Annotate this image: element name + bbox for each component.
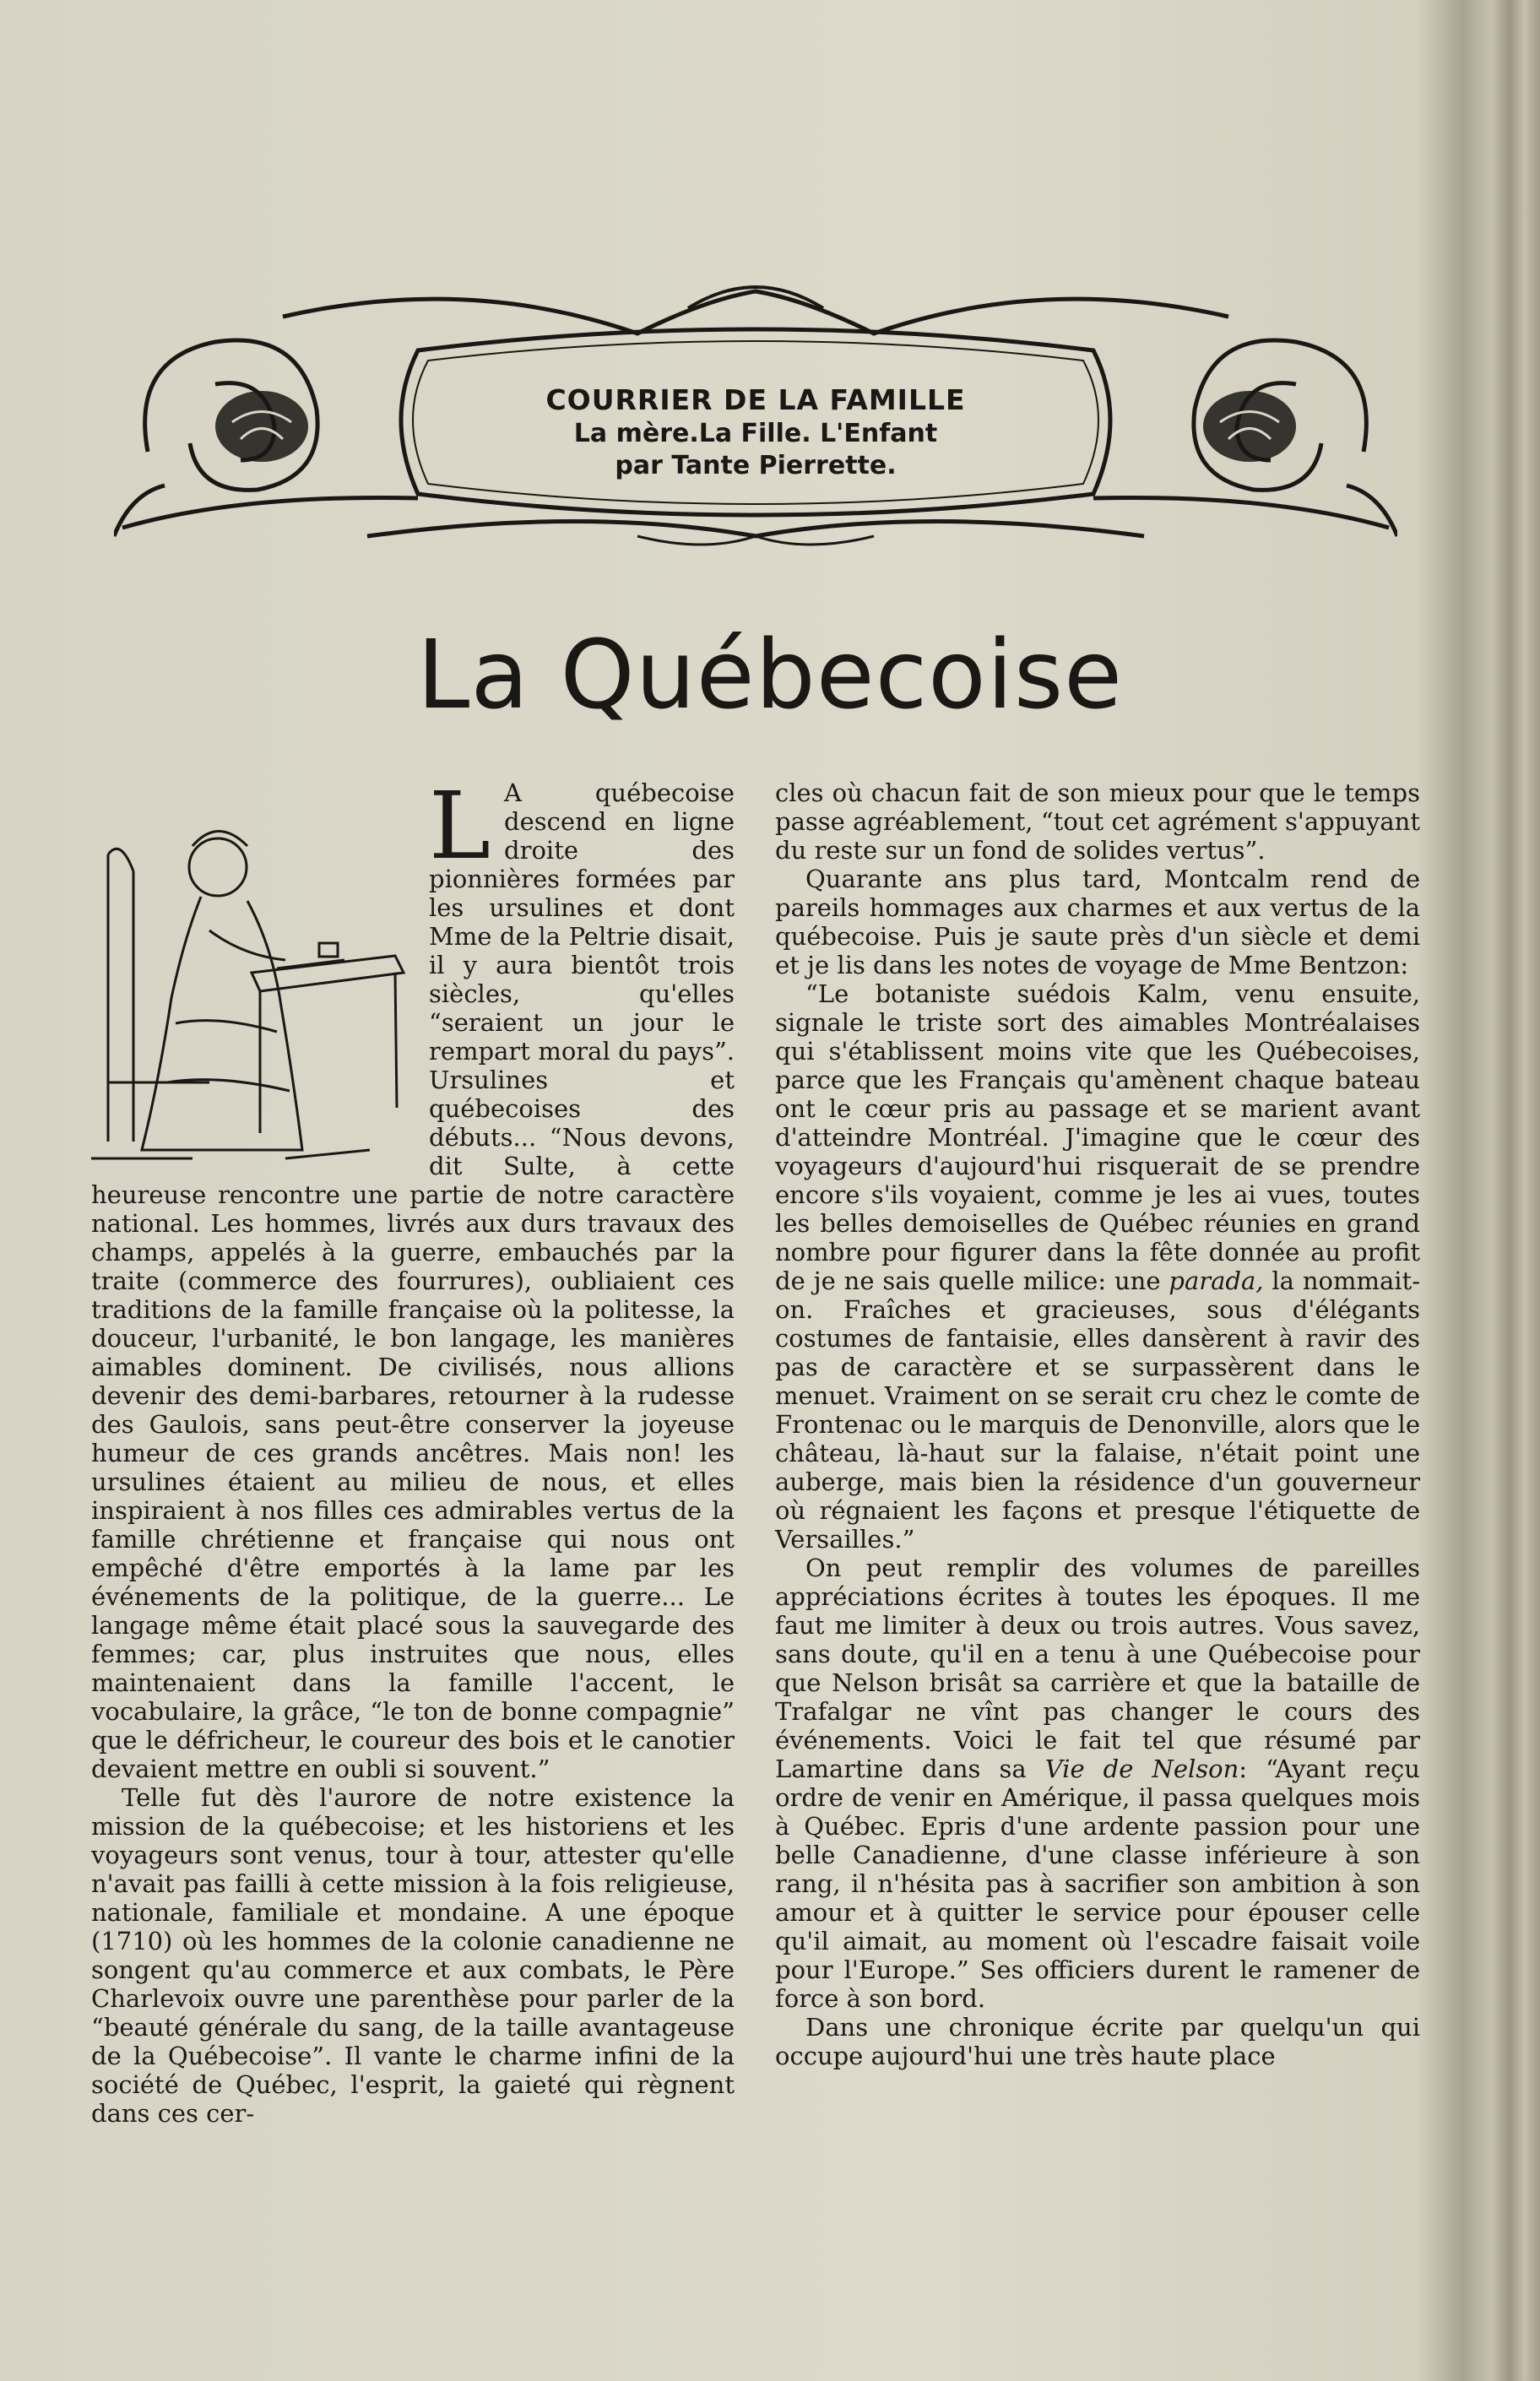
article-headline: La Québecoise bbox=[416, 621, 1124, 730]
parada-word: parada, bbox=[1169, 1266, 1264, 1295]
left-paragraph-2: Telle fut dès l'aurore de notre existence la mission de la québecoise; et les historiens et les voyageurs sont venus, tour à tour, attester qu'elle n'avait pas failli à cette mission à la fois religieuse, nationale, familiale et mondaine. A une époque (1710) où les hommes de la colonie canadienne ne songent qu'au commerce et aux combats, le Père Charlevoix ouvre une parenthèse pour parler de la “beauté générale du sang, de la taille avantageuse de la Québecoise”. Il vante le charme infini de la société de Québec, l'esprit, la gaieté qui règnent dans ces cer- bbox=[91, 1783, 735, 2128]
page-edge-shadow bbox=[1489, 0, 1540, 2381]
book-title-vie-de-nelson: Vie de Nelson bbox=[1044, 1755, 1239, 1783]
left-paragraph-1: A québecoise descend en ligne droite des pionnières formées par les ursulines et dont Mme de la Peltrie disait, il y aura bientôt trois siècles, qu'elles “seraient un jour le rempart moral du pays”. Ursulines et québecoises des débuts... “Nous devons, dit Sulte, à cette heureuse rencontre une partie de notre caractère national. Les hommes, livrés aux durs travaux des champs, appelés à la guerre, embauchés par la traite (commerce des fourrures), oubliaient ces traditions de la famille française où la politesse, la douceur, l'urbanité, le bon langage, les manières aimables dominent. De civilisés, nous allions devenir des demi-barbares, retourner à la rudesse des Gaulois, sans peut-être conserver la joyeuse humeur de ces grands ancêtres. Mais non! les ursulines étaient au milieu de nous, et elles inspiraient à nos filles ces admirables vertus de la famille chrétienne et française qui nous ont empêché d'être emportés à la lame par les événements de la politique, de la guerre... Le langage même était placé sous la sauvegarde des femmes; car, plus instruites que nous, elles maintenaient dans la famille l'accent, le vocabulaire, la grâce, “le ton de bonne compagnie” que le défricheur, le coureur des bois et le canotier devaient mettre en oubli si souvent.” bbox=[91, 778, 735, 1783]
right-paragraph-4-text: On peut remplir des volumes de pareilles appréciations écrites à toutes les époques. Il me faut me limiter à deux ou trois autres. Vous savez, sans doute, qu'il en a tenu à une Québecoise pour que Nelson brisât sa carrière et que la bataille de Trafalgar ne vînt pas changer le cours des événements. Voici le fait tel que résumé par Lamartine dans sa bbox=[775, 1554, 1420, 1783]
right-paragraph-3 bbox=[775, 979, 1420, 1554]
banner-subtitle: La mère.La Fille. L'Enfant bbox=[573, 419, 938, 448]
dropcap-letter: L bbox=[429, 772, 491, 880]
right-paragraph-4-rest: : “Ayant reçu ordre de venir en Amérique, il passa quelques mois à Québec. Epris d'une ardente passion pour une belle Canadienne, d'une classe inférieure à son rang, il n'hésita pas à sacrifier son ambition à son amour et à quitter le service pour épouser celle qu'il aimait, au moment où l'escadre faisait voile pour l'Europe.” Ses officiers durent le ramener de force à son bord. bbox=[775, 1755, 1420, 2013]
woman-writing-illustration bbox=[91, 804, 409, 1175]
right-paragraph-3-text: “Le botaniste suédois Kalm, venu ensuite, signale le triste sort des aimables Montréalaises qui s'établissent moins vite que les Québecoises, parce que les Français qu'amènent chaque bateau ont le cœur pris au passage et se marient avant d'atteindre Montréal. J'imagine que le cœur des voyageurs d'aujourd'hui risquerait de se prendre encore s'ils voyaient, comme je les ai vues, toutes les belles demoiselles de Québec réunies en grand nombre pour figurer dans la fête donnée au profit de je ne sais quelle milice: une bbox=[775, 979, 1420, 1295]
right-column bbox=[775, 778, 1420, 2264]
right-paragraph-2: Quarante ans plus tard, Montcalm rend de pareils hommages aux charmes et aux vertus de la québecoise. Puis je saute près d'un siècle et demi et je lis dans les notes de voyage de Mme Bentzon: bbox=[775, 865, 1420, 979]
right-paragraph-1: cles où chacun fait de son mieux pour que le temps passe agréablement, “tout cet agrément s'appuyant du reste sur un fond de solides vertus”. bbox=[775, 778, 1420, 865]
right-paragraph-3-rest: la nommait-on. Fraîches et gracieuses, sous d'élégants costumes de fantaisie, elles dansèrent à ravir des pas de caractère et se surpassèrent dans le menuet. Vraiment on se serait cru chez le comte de Frontenac ou le marquis de Denonville, alors que le château, là-haut sur la falaise, n'était point une auberge, mais bien la résidence d'un gouverneur où régnaient les façons et presque l'étiquette de Versailles.” bbox=[775, 1266, 1420, 1554]
header-banner bbox=[114, 283, 1397, 561]
banner-title: COURRIER DE LA FAMILLE bbox=[545, 383, 966, 416]
banner-text bbox=[536, 382, 975, 482]
left-column bbox=[91, 772, 735, 2264]
banner-author: par Tante Pierrette. bbox=[615, 451, 897, 480]
right-paragraph-4 bbox=[775, 1554, 1420, 2013]
right-paragraph-5: Dans une chronique écrite par quelqu'un qui occupe aujourd'hui une très haute place bbox=[775, 2013, 1420, 2070]
